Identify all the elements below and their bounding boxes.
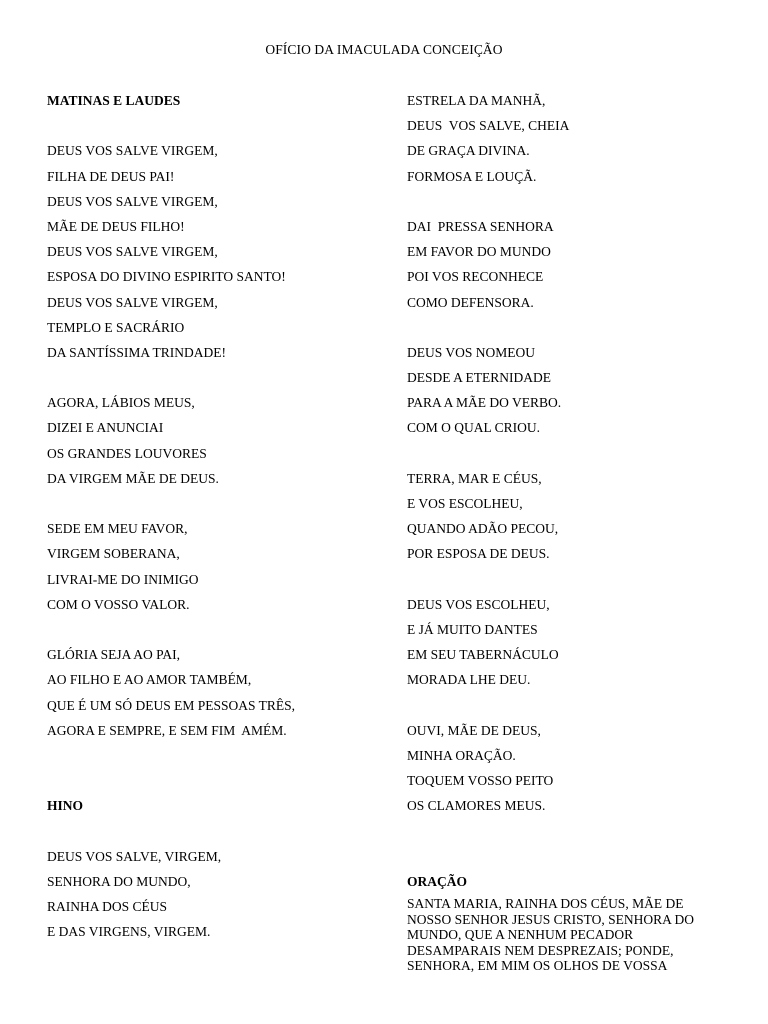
left-verse-line: GLÓRIA SEJA AO PAI,	[47, 647, 181, 663]
left-verse-line: QUE É UM SÓ DEUS EM PESSOAS TRÊS,	[47, 697, 296, 713]
right-verse-line: DAI PRESSA SENHORA	[407, 218, 554, 234]
left-column	[47, 88, 377, 944]
right-verse-line: EM FAVOR DO MUNDO	[407, 244, 551, 260]
right-verse-line: ESTRELA DA MANHÃ,	[407, 93, 546, 108]
left-verse-line: OS GRANDES LOUVORES	[47, 445, 207, 461]
right-verse-line: MINHA ORAÇÃO.	[407, 747, 516, 763]
left-verse-line: DIZEI E ANUNCIAI	[47, 420, 164, 436]
left-blank-line	[47, 768, 377, 793]
left-verse-line: AGORA E SEMPRE, E SEM FIM AMÉM.	[47, 722, 287, 738]
left-verse-line: MÃE DE DEUS FILHO!	[47, 218, 185, 234]
left-blank-line	[47, 365, 377, 390]
left-heading: HINO	[47, 798, 84, 814]
right-blank-line	[407, 315, 737, 340]
left-verse-line: DEUS VOS SALVE, VIRGEM,	[47, 848, 222, 864]
right-verse-line: E VOS ESCOLHEU,	[407, 496, 523, 511]
right-blank-line	[407, 567, 737, 592]
left-verse-line: FILHA DE DEUS PAI!	[47, 168, 175, 184]
left-blank-line	[47, 818, 377, 843]
left-verse-line: SEDE EM MEU FAVOR,	[47, 521, 188, 537]
left-verse-line: LIVRAI-ME DO INIMIGO	[47, 571, 199, 587]
right-heading: ORAÇÃO	[407, 873, 467, 889]
right-verse-line: PARA A MÃE DO VERBO.	[407, 395, 562, 411]
left-verse-line: AGORA, LÁBIOS MEUS,	[47, 395, 195, 411]
left-verse-line: AO FILHO E AO AMOR TAMBÉM,	[47, 672, 252, 688]
right-verse-line: POI VOS RECONHECE	[407, 269, 544, 285]
right-verse-line: COMO DEFENSORA.	[407, 294, 534, 310]
right-verse-line: DEUS VOS SALVE, CHEIA	[407, 118, 570, 134]
right-blank-line	[407, 693, 737, 718]
left-verse-line: TEMPLO E SACRÁRIO	[47, 319, 185, 335]
right-verse-line: DE GRAÇA DIVINA.	[407, 143, 530, 159]
left-verse-line: DEUS VOS SALVE VIRGEM,	[47, 294, 218, 310]
right-blank-line	[407, 189, 737, 214]
left-verse-line: DEUS VOS SALVE VIRGEM,	[47, 244, 218, 260]
left-verse-line: ESPOSA DO DIVINO ESPIRITO SANTO!	[47, 269, 286, 285]
prayer-paragraph: SANTA MARIA, RAINHA DOS CÉUS, MÃE DE NOSSO SENHOR JESUS CRISTO, SENHORA DO MUNDO, QUE A NENHUM PECADOR DESAMPARAIS NEM DESPREZAIS; PONDE, SENHORA, EM MIM OS OLHOS DE VOSSA	[407, 896, 695, 974]
right-verse-line: POR ESPOSA DE DEUS.	[407, 546, 550, 562]
right-blank-line	[407, 818, 737, 843]
right-verse-line: QUANDO ADÃO PECOU,	[407, 521, 559, 537]
right-verse-line: COM O QUAL CRIOU.	[407, 420, 541, 436]
left-heading: MATINAS E LAUDES	[47, 93, 181, 108]
right-verse-line: FORMOSA E LOUÇÃ.	[407, 168, 537, 184]
left-verse-line: DA SANTÍSSIMA TRINDADE!	[47, 344, 227, 360]
left-blank-line	[47, 491, 377, 516]
left-blank-line	[47, 743, 377, 768]
left-blank-line	[47, 617, 377, 642]
right-verse-line: TERRA, MAR E CÉUS,	[407, 470, 542, 486]
left-verse-line: VIRGEM SOBERANA,	[47, 546, 180, 562]
left-verse-line: DEUS VOS SALVE VIRGEM,	[47, 193, 218, 209]
left-verse-line: DEUS VOS SALVE VIRGEM,	[47, 143, 218, 159]
right-blank-line	[407, 441, 737, 466]
left-verse-line: RAINHA DOS CÉUS	[47, 899, 168, 914]
document-title: OFÍCIO DA IMACULADA CONCEIÇÃO	[265, 42, 503, 57]
right-verse-line: DEUS VOS NOMEOU	[407, 344, 536, 360]
left-blank-line	[47, 113, 377, 138]
right-verse-line: TOQUEM VOSSO PEITO	[407, 773, 554, 789]
right-verse-line: MORADA LHE DEU.	[407, 672, 531, 688]
right-verse-line: DEUS VOS ESCOLHEU,	[407, 596, 550, 612]
right-verse-line: OUVI, MÃE DE DEUS,	[407, 722, 541, 738]
left-verse-line: SENHORA DO MUNDO,	[47, 873, 191, 889]
left-verse-line: DA VIRGEM MÃE DE DEUS.	[47, 470, 219, 486]
right-verse-line: EM SEU TABERNÁCULO	[407, 647, 559, 663]
right-column	[407, 88, 737, 894]
left-verse-line: COM O VOSSO VALOR.	[47, 596, 190, 612]
right-blank-line	[407, 844, 737, 869]
left-verse-line: E DAS VIRGENS, VIRGEM.	[47, 924, 211, 940]
right-verse-line: DESDE A ETERNIDADE	[407, 370, 551, 386]
right-verse-line: OS CLAMORES MEUS.	[407, 798, 546, 814]
right-verse-line: E JÁ MUITO DANTES	[407, 621, 538, 637]
